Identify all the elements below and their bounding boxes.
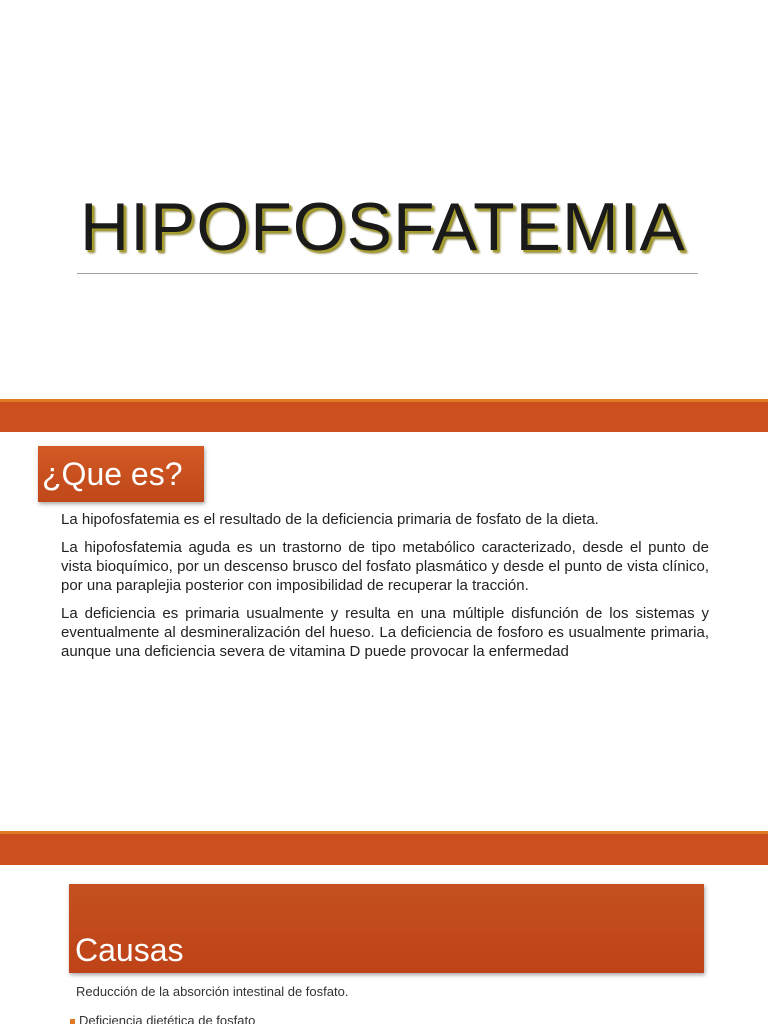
- paragraph: La deficiencia es primaria usualmente y resulta en una múltiple disfunción de los sistemas y eventualmente al desmineralización del hueso. La deficiencia de fosforo es usualmente primaria, aunque una deficiencia severa de vitamina D puede provocar la enfermedad: [61, 605, 709, 660]
- slide-separator-band: [0, 399, 768, 432]
- section-heading-label: Causas: [75, 932, 184, 968]
- square-bullet-icon: [70, 1019, 75, 1024]
- section-heading-que-es: [38, 446, 204, 502]
- paragraph: La hipofosfatemia aguda es un trastorno de tipo metabólico caracterizado, desde el punto de vista bioquímico, por un descenso brusco del fosfato plasmático y desde el punto de vista clínico, por una paraplejia posterior con imposibilidad de recuperar la tracción.: [61, 539, 709, 594]
- section-heading-causas: [69, 884, 704, 973]
- section-body: [61, 510, 709, 670]
- causes-intro-line: Reducción de la absorción intestinal de fosfato.: [76, 984, 349, 999]
- slide-separator-band: [0, 831, 768, 865]
- bullet-text: Deficiencia dietética de fosfato: [79, 1013, 256, 1024]
- slide-title: HIPOFOSFATEMIA: [80, 189, 686, 265]
- title-divider: [77, 273, 698, 274]
- paragraph: La hipofosfatemia es el resultado de la deficiencia primaria de fosfato de la dieta.: [61, 511, 599, 528]
- section-heading-label: ¿Que es?: [42, 456, 183, 492]
- causes-bullet-item: [70, 1013, 255, 1024]
